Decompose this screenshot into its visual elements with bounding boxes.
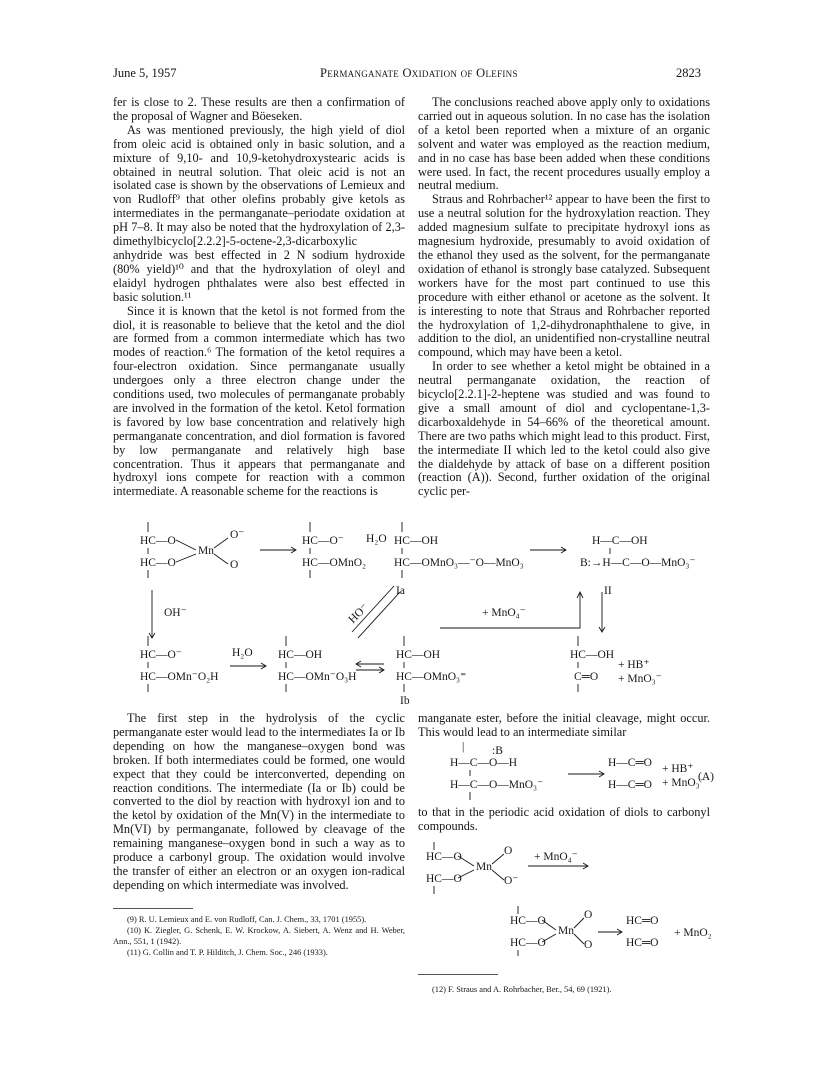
svg-text:C═O: C═O xyxy=(574,671,599,683)
cyclic-permanganate-ester xyxy=(140,522,244,578)
svg-text:H—C—OH: H—C—OH xyxy=(592,535,648,547)
svg-text:H—C═O: H—C═O xyxy=(608,779,652,791)
mno2-label: + MnO₂ xyxy=(674,927,712,939)
mno3-label: + MnO₃⁻ xyxy=(618,673,662,685)
left-column-bottom xyxy=(113,712,405,893)
right-column-bottom xyxy=(418,712,710,740)
paragraph: Since it is known that the ketol is not formed from the diol, it is reasonable to believe that the ketol and the diol are formed from a common intermediate which has two modes of reaction.⁶ The formation of the ketol requires a four-electron oxidation. Since permanganate usually undergoes only a three electron change under the conditions used, two molecules of permanganate probably are involved in the formation of the ketol. Ketol formation is favored by low base concentration and relatively high permanganate concentration, and diol formation is favored by low permanganate and relatively high base concentration. Thus it appears that permanganate and hydroxyl ions compete for reaction with a common intermediate. A reasonable scheme for the reactions is xyxy=(113,303,405,499)
mno3-label: + MnO₃⁻ xyxy=(662,777,706,789)
svg-text:HC—O: HC—O xyxy=(140,557,176,569)
ketol-product xyxy=(570,636,662,692)
hydroxide-arrow-label: HO⁻ xyxy=(346,601,372,627)
header-title: Permanganate Oxidation of Olefins xyxy=(320,66,518,80)
hydroxide-label: OH⁻ xyxy=(164,607,187,619)
svg-text::B: :B xyxy=(492,745,503,757)
header-date: June 5, 1957 xyxy=(113,66,177,80)
paragraph: In order to see whether a ketol might be obtained in a neutral permanganate oxidation, the reaction of bicyclo[2.2.1]-2-heptene was studied and was found to give a small amount of diol and cyclopentane-1,3-dicarboxaldehyde in 54–66% of the theoretical amount. There are two paths which might lead to this product. First, the intermediate II which led to the ketol could also give the dialdehyde by attack of base on a different position (reaction (A)). Second, further oxidation of the original cyclic per- xyxy=(418,359,710,499)
footnote-divider xyxy=(113,908,193,909)
svg-text:HC—O: HC—O xyxy=(510,937,546,949)
svg-text:H—C—O—MnO₃⁻: H—C—O—MnO₃⁻ xyxy=(450,779,544,791)
header-page-number: 2823 xyxy=(676,66,701,80)
svg-text:Mn: Mn xyxy=(198,545,214,557)
footnote: (10) K. Ziegler, G. Schenk, E. W. Krockow, A. Siebert, A. Wenz and H. Weber, Ann., 551, 1 (1942). xyxy=(113,926,405,946)
svg-text:Mn: Mn xyxy=(558,925,574,937)
svg-text:O: O xyxy=(504,845,513,857)
paragraph: to that in the periodic acid oxidation of diols to carbonyl compounds. xyxy=(418,805,710,833)
svg-text:HC—OH: HC—OH xyxy=(570,649,615,661)
diol-ester xyxy=(278,636,356,692)
paragraph: The first step in the hydrolysis of the cyclic permanganate ester would lead to the intermediates Ia or Ib depending on how the manganese–oxygen bond was broken. If both intermediates could be formed, one would expect that they could be interconverted, depending on reaction conditions. The intermediate (Ia or Ib) could be converted to the diol by reaction with hydroxyl ion and to the ketol by oxidation of the Mn(V) in the intermediate to Mn(VI) by permanganate, followed by cleavage of the remaining manganese–oxygen bond in such a way as to produce a carbonyl group. The oxidation would involve the transfer of either an electron or an oxygen ion-radical depending on which intermediate was involved. xyxy=(113,711,405,892)
reaction-scheme xyxy=(110,520,720,710)
svg-text:O: O xyxy=(584,939,593,951)
svg-text:HC—OH: HC—OH xyxy=(396,649,441,661)
intermediate-Ia xyxy=(394,522,524,597)
svg-text:|: | xyxy=(462,742,465,753)
permanganate-label-2: + MnO₄⁻ xyxy=(534,851,578,863)
svg-text:HC—O: HC—O xyxy=(426,851,462,863)
svg-text:HC—O: HC—O xyxy=(510,915,546,927)
intermediate-ester-anion xyxy=(302,522,366,578)
label-II: II xyxy=(604,585,612,597)
right-column-top xyxy=(418,96,710,499)
svg-text:HC—OMn⁻O₃H: HC—OMn⁻O₃H xyxy=(278,671,357,683)
svg-text:HC—O⁻: HC—O⁻ xyxy=(302,535,344,547)
svg-text:HC—OH: HC—OH xyxy=(394,535,439,547)
svg-text:H—C═O: H—C═O xyxy=(608,757,652,769)
right-column-bottom-2 xyxy=(418,806,710,834)
svg-text:B:→H—C—O—MnO₃⁻: B:→H—C—O—MnO₃⁻ xyxy=(580,557,696,569)
left-column-top xyxy=(113,96,405,499)
periodate-analogy-scheme xyxy=(418,838,718,958)
paragraph: Straus and Rohrbacher¹² appear to have been the first to use a neutral solution for the hydroxylation reaction. They added magnesium sulfate to precipitate hydroxyl ions as magnesium hydroxide, presumably to avoid oxidation of the ethanol they used as the solvent, for the permanganate oxidation of ethanol is strongly base catalyzed. Subsequent workers have for the most part continued to use this procedure with either ethanol or acetone as the solvent. It is interesting to note that Straus and Rohrbacher reported the hydroxylation of 1,2-dihydronaphthalene to give, in addition to the diol, an unidentified non-crystalline neutral compound, which may have been a ketol. xyxy=(418,192,710,360)
svg-text:HC═O: HC═O xyxy=(626,937,659,949)
svg-text:HC—OMn⁻O₂H: HC—OMn⁻O₂H xyxy=(140,671,219,683)
svg-text:HC═O: HC═O xyxy=(626,915,659,927)
svg-text:HC—OH: HC—OH xyxy=(278,649,323,661)
hb-plus-label: + HB⁺ xyxy=(618,659,650,671)
hb-plus-label: + HB⁺ xyxy=(662,763,694,775)
left-footnotes xyxy=(113,914,405,958)
footnote: (9) R. U. Lemieux and E. von Rudloff, Can. J. Chem., 33, 1701 (1955). xyxy=(127,915,367,924)
footnote: (12) F. Straus and A. Rohrbacher, Ber., 54, 69 (1921). xyxy=(432,985,612,994)
paragraph: fer is close to 2. These results are then a confirmation of the proposal of Wagner and Böeseken. xyxy=(113,95,405,123)
intermediate-Ib xyxy=(396,636,466,707)
svg-text:HC—O: HC—O xyxy=(426,873,462,885)
svg-text:HC—O: HC—O xyxy=(140,535,176,547)
h2o-label: H₂O xyxy=(366,533,387,545)
svg-text:O: O xyxy=(230,559,239,571)
footnote: (11) G. Collin and T. P. Hilditch, J. Chem. Soc., 246 (1933). xyxy=(127,948,328,957)
paragraph: The conclusions reached above apply only to oxidations carried out in aqueous solution. In no case has the isolation of a ketol been reported when a mixture of an organic solvent and water was employed as the reaction medium, and in no case has base been added when these conditions were used. In fact, the recent procedures usually employ a neutral medium. xyxy=(418,95,710,193)
label-Ib: Ib xyxy=(400,695,410,707)
svg-text:H—C—O—H: H—C—O—H xyxy=(450,757,518,769)
svg-text:O: O xyxy=(584,909,593,921)
reaction-A-scheme xyxy=(440,742,720,804)
h2o-label-2: H₂O xyxy=(232,647,253,659)
paragraph: manganate ester, before the initial cleavage, might occur. This would lead to an intermediate similar xyxy=(418,711,710,739)
diol-dianion xyxy=(140,636,218,692)
label-Ia: Ia xyxy=(396,585,405,597)
paragraph: As was mentioned previously, the high yield of diol from oleic acid is obtained only in basic solution, and a mixture of 9,10- and 10,9-ketohydroxystearic acids is obtained in neutral solution. That oleic acid is not an isolated case is shown by the observations of Lemieux and von Rudloff⁹ that other olefins probably give ketols as intermediates in the permanganate–periodate oxidation at pH 7–8. It may also be noted that the hydroxylation of 2,3-dimethylbicyclo[2.2.2]-5-octene-2,3-dicarboxylic anhydride was best effected in 2 N sodium hydroxide (80% yield)¹⁰ and that the hydroxylation of oleyl and elaidyl hydrogen phthalates were also best effected in basic solution.¹¹ xyxy=(113,122,405,304)
intermediate-II xyxy=(580,535,696,597)
svg-text:HC—O⁻: HC—O⁻ xyxy=(140,649,182,661)
permanganate-label: + MnO₄⁻ xyxy=(482,607,526,619)
right-footnotes xyxy=(418,984,710,995)
svg-text:HC—OMnO₂: HC—OMnO₂ xyxy=(302,557,367,569)
svg-text:HC—OMnO₃—⁻O—MnO₃: HC—OMnO₃—⁻O—MnO₃ xyxy=(394,557,524,569)
svg-text:HC—OMnO₃⁼: HC—OMnO₃⁼ xyxy=(396,671,467,683)
svg-text:Mn: Mn xyxy=(476,861,492,873)
svg-text:O⁻: O⁻ xyxy=(230,529,245,541)
reaction-label-A: (A) xyxy=(698,771,714,783)
svg-text:O⁻: O⁻ xyxy=(504,875,519,887)
footnote-divider xyxy=(418,974,498,975)
